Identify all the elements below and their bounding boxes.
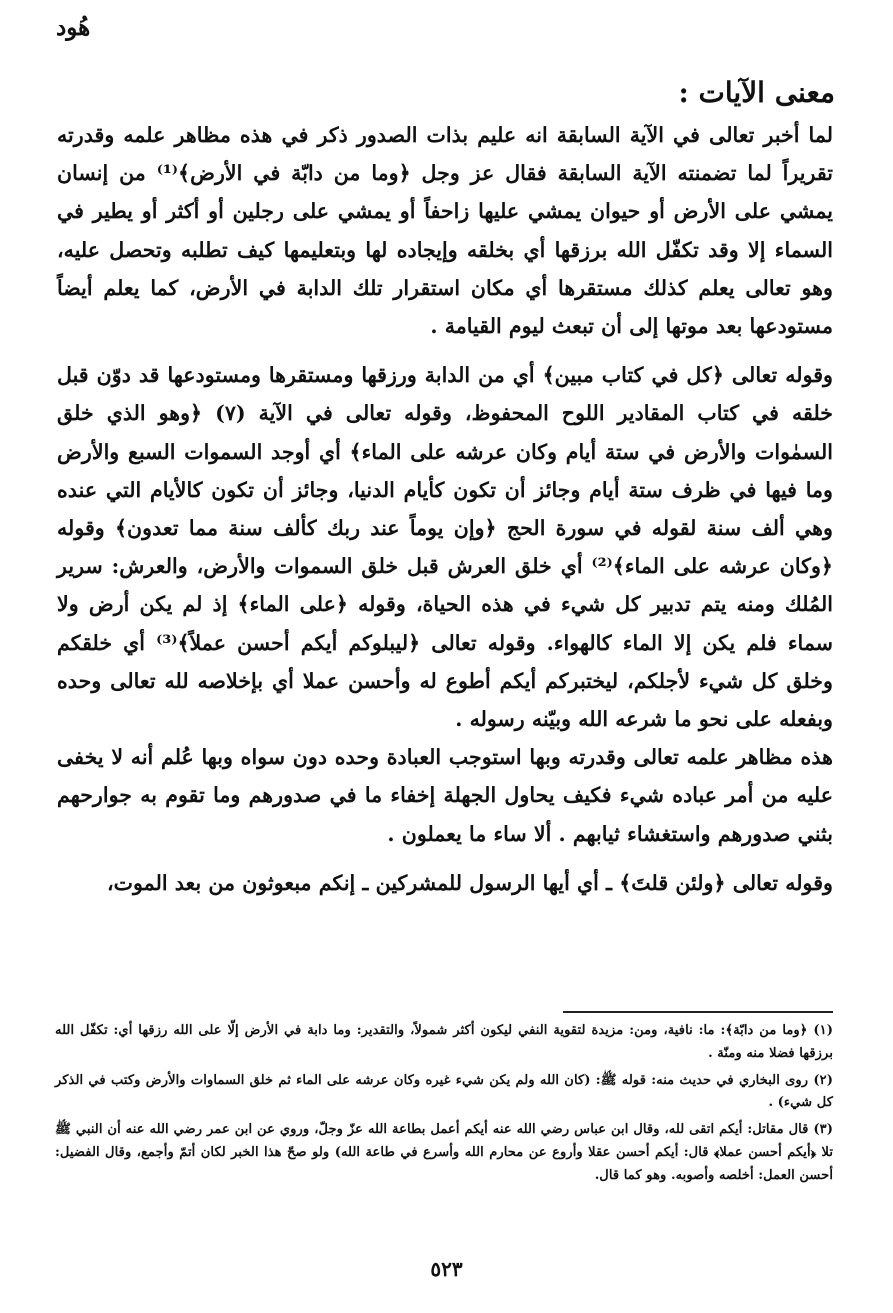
paragraph-2: وقوله تعالى ﴿كل في كتاب مبين﴾ أي من الدابة ورزقها ومستقرها ومستودعها قد دوّن قبل خلقه في كتاب المقادير اللوح المحفوظ، وقوله تعالى في الآية (٧) ﴿وهو الذي خلق السمٰوات والأرض في ستة أيام وكان عرشه على الماء﴾ أي أوجد السموات السبع والأرض وما فيها في ظرف ستة أيام وجائز أن تكون كأيام الدنيا، وجائز أن تكون كالأيام التي عنده وهي ألف سنة لقوله في سورة الحج ﴿وإن يوماً عند ربك كألف سنة مما تعدون﴾ وقوله ﴿وكان عرشه على الماء﴾⁽²⁾ أي خلق العرش قبل خلق السموات والأرض، والعرش: سرير المُلك ومنه يتم تدبير كل شيء في هذه الحياة، وقوله ﴿على الماء﴾ إذ لم يكن أرض ولا سماء فلم يكن إلا الماء كالهواء. وقوله تعالى ﴿ليبلوكم أيكم أحسن عملاً﴾⁽³⁾ أي خلقكم وخلق كل شيء لأجلكم، ليختبركم أيكم أطوع له وأحسن عملا أي بإخلاصه لله تعالى وحده وبفعله على نحو ما شرعه الله وبيّنه رسوله . bbox=[57, 363, 833, 732]
section-title: معنى الآيات : bbox=[678, 76, 835, 109]
paragraph-4: وقوله تعالى ﴿ولئن قلتَ﴾ ـ أي أيها الرسول للمشركين ـ إنكم مبعوثون من بعد الموت، bbox=[106, 870, 833, 895]
paragraph-3: هذه مظاهر علمه تعالى وقدرته وبها استوجب العبادة وحده دون سواه وبها عُلم أنه لا يخفى عليه من أمر عباده شيء فكيف يحاول الجهلة إخفاء ما في صدورهم وما تقوم به جوارحهم بثني صدورهم واستغشاء ثيابهم . ألا ساء ما يعملون . bbox=[57, 745, 833, 846]
footnotes bbox=[55, 1020, 833, 1192]
footnote-3: (٣) قال مقاتل: أيكم اتقى لله، وقال ابن عباس رضي الله عنه أيكم أعمل بطاعة الله عزّ وجلّ، وروي عن ابن عمر رضي الله عنه أن النبي ﷺ تلا ﴿أيكم أحسن عملا﴾ قال: أيكم أحسن عقلا وأروع عن محارم الله وأسرع في طاعة الله) ولو صحّ هذا الخبر لكان أتمّ وأجمع، وقال الفضيل: أحسن العمل: أخلصه وأصوبه. وهو كما قال. bbox=[55, 1122, 833, 1183]
running-header-surah-name: هُود bbox=[56, 14, 91, 41]
footnote-1: (١) ﴿وما من دابّة﴾: ما: نافية، ومن: مزيدة لتقوية النفي ليكون أكثر شمولاً، والتقدير: وما دابة في الأرض إلّا على الله رزقها أي: تكفّل الله برزقها فضلا منه ومنّة . bbox=[55, 1023, 833, 1061]
paragraph-1: لما أخبر تعالى في الآية السابقة انه عليم بذات الصدور ذكر في هذه مظاهر علمه وقدرته تقريراً لما تضمنته الآية السابقة فقال عز وجل ﴿وما من دابّة في الأرض﴾⁽¹⁾ من إنسان يمشي على الأرض أو حيوان يمشي عليها زاحفاً أو يمشي على رجلين أو أكثر أو يطير في السماء إلا وقد تكفّل الله برزقها أي بخلقه وإيجاده لها وبتعليمها كيف تطلبه وتحصل عليه، وهو تعالى يعلم كذلك مستقرها أي مكان استقرار تلك الدابة في الأرض، كما يعلم أيضاً مستودعها بعد موتها إلى أن تبعث ليوم القيامة . bbox=[57, 123, 833, 339]
page-number: ٥٢٣ bbox=[430, 1257, 463, 1281]
footnote-separator bbox=[563, 1011, 833, 1013]
footnote-2: (٢) روى البخاري في حديث منه: قوله ﷺ: (كان الله ولم يكن شيء غيره وكان عرشه على الماء ثم خلق السماوات والأرض وكتب في الذكر كل شيء) . bbox=[55, 1072, 833, 1111]
body-text bbox=[57, 116, 833, 902]
